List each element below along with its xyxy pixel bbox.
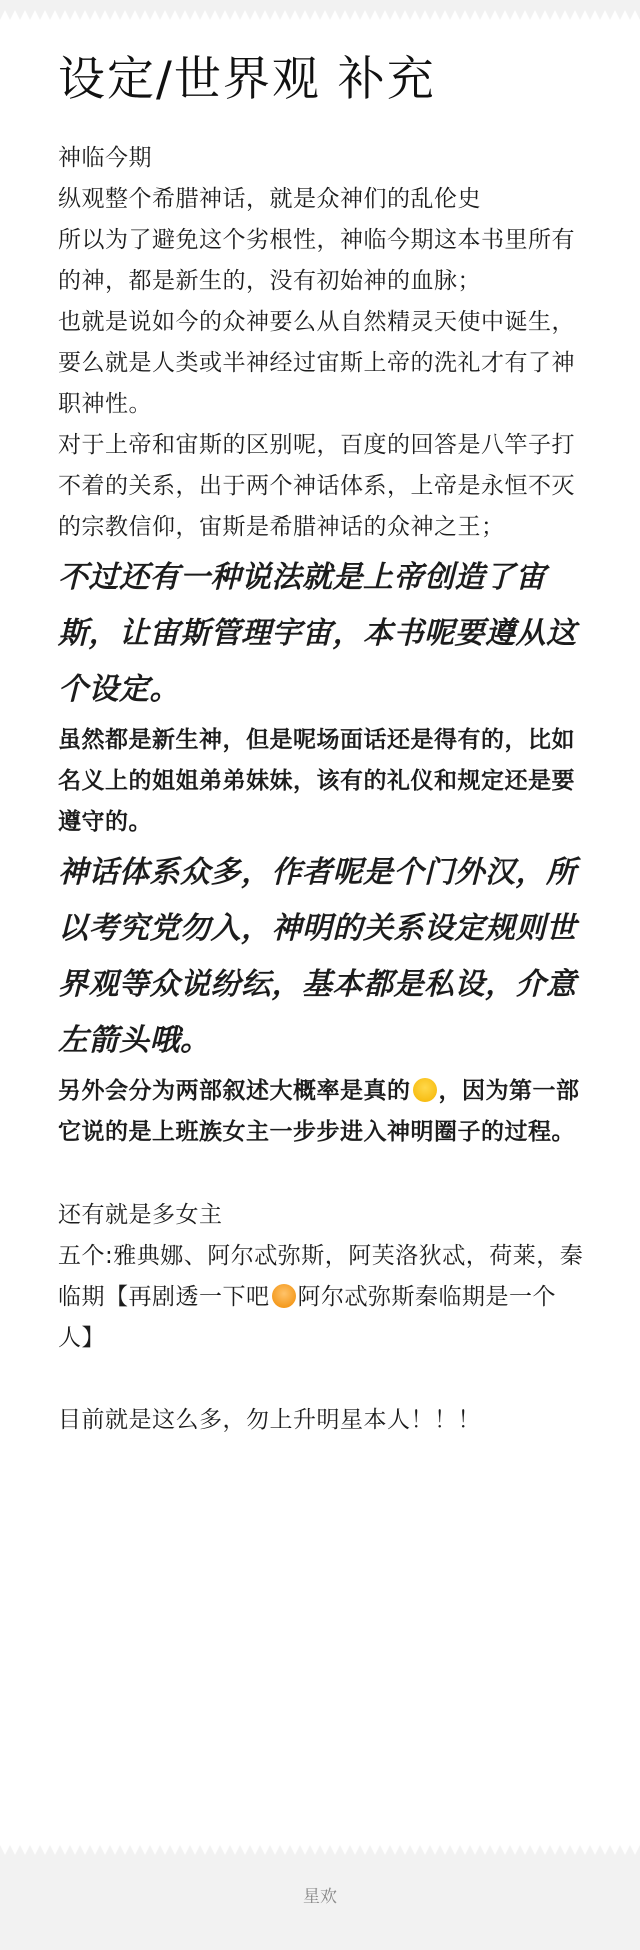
paragraph-text: 五个:雅典娜、阿尔忒弥斯，阿芙洛狄忒，荷莱，秦临期【再剧透一下吧 <box>58 1243 584 1310</box>
laughing-tears-emoji-icon <box>413 1078 437 1102</box>
paragraph-closing-note: 目前就是这么多，勿上升明星本人！！！ <box>58 1407 481 1433</box>
sad-face-emoji-icon <box>272 1284 296 1308</box>
paragraph: 所以为了避免这个劣根性，神临今期这本书里所有的神，都是新生的，没有初始神的血脉； <box>58 227 575 294</box>
paragraph-multi-heroines: 还有就是多女主 <box>58 1202 223 1228</box>
paragraph: 不过还有一种说法就是上帝创造了宙斯，让宙斯管理宇宙，本书呢要遵从这个设定。 <box>58 560 577 707</box>
footer-author: 星欢 <box>303 1887 337 1907</box>
paragraph: 纵观整个希腊神话，就是众神们的乱伦史 <box>58 186 481 212</box>
paragraph-heroine-list <box>58 1236 588 1359</box>
page-title: 设定/世界观 补充 <box>58 52 436 107</box>
paper-top-edge <box>0 10 640 20</box>
paragraph-with-emoji <box>58 1071 588 1153</box>
paragraph: 虽然都是新生神，但是呢场面话还是得有的，比如名义上的姐姐弟弟妹妹，该有的礼仪和规定还是要遵守的。 <box>58 727 575 835</box>
paragraph: 对于上帝和宙斯的区别呢，百度的回答是八竿子打不着的关系，出于两个神话体系，上帝是永恒不灭的宗教信仰，宙斯是希腊神话的众神之王； <box>58 432 575 540</box>
paragraph-text: ，因为第一部它说的是上班族女主一步步进入神明圈子的过程。 <box>58 1078 580 1145</box>
paragraph-text: 另外会分为两部叙述大概率是真的 <box>58 1078 411 1104</box>
paragraph-text: 阿尔忒弥斯秦临期是一个人】 <box>58 1284 556 1351</box>
paper-bottom-edge <box>0 1845 640 1855</box>
spacer <box>58 1359 588 1400</box>
paragraph: 神话体系众多，作者呢是个门外汉，所以考究党勿入，神明的关系设定规则世界观等众说纷纭，基本都是私设，介意左箭头哦。 <box>58 855 577 1058</box>
note-paper <box>0 20 640 1845</box>
paragraph: 也就是说如今的众神要么从自然精灵天使中诞生，要么就是人类或半神经过宙斯上帝的洗礼才有了神职神性。 <box>58 309 575 417</box>
note-content <box>58 50 588 1441</box>
spacer <box>58 1153 588 1195</box>
paragraph-list <box>58 138 588 1069</box>
paragraph: 神临今期 <box>58 145 152 171</box>
